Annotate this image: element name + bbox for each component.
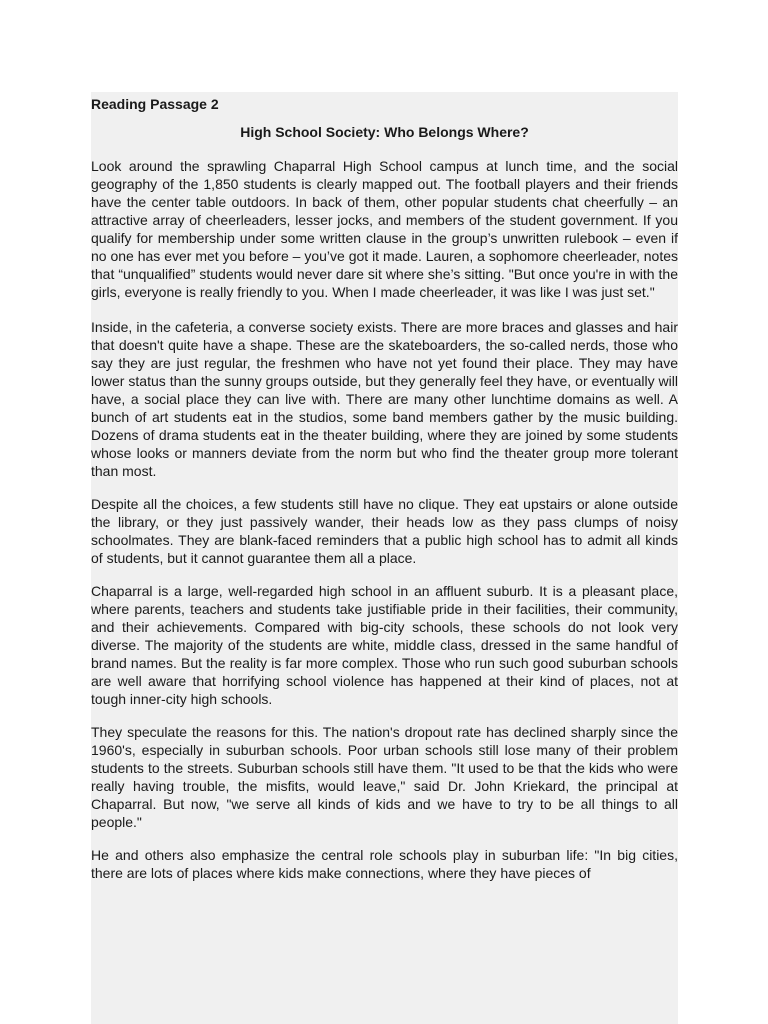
paragraph-5: They speculate the reasons for this. The nation's dropout rate has declined sharply since the 1960's, especially in suburban schools. Poor urban schools still lose many of their problem students to the streets. Suburban schools still have them. "It used to be that the kids who were really having trouble, the misfits, would leave," said Dr. John Kriekard, the principal at Chaparral. But now, "we serve all kinds of kids and we have to try to be all things to all people." xyxy=(91,724,678,830)
document-page xyxy=(91,92,678,1024)
paragraph-2: Inside, in the cafeteria, a converse society exists. There are more braces and glasses and hair that doesn't quite have a shape. These are the skateboarders, the so-called nerds, those who say they are just regular, the freshmen who have not yet found their place. They may have lower status than the sunny groups outside, but they generally feel they have, or eventually will have, a social place they can live with. There are many other lunchtime domains as well. A bunch of art students eat in the studios, some band members gather by the music building. Dozens of drama students eat in the theater building, where they are joined by some students whose looks or manners deviate from the norm but who find the theater group more tolerant than most. xyxy=(91,319,678,479)
paragraph-3: Despite all the choices, a few students still have no clique. They eat upstairs or alone outside the library, or they just passively wander, their heads low as they pass clumps of noisy schoolmates. They are blank-faced reminders that a public high school has to admit all kinds of students, but it cannot guarantee them all a place. xyxy=(91,496,678,566)
paragraph-1: Look around the sprawling Chaparral High School campus at lunch time, and the social geography of the 1,850 students is clearly mapped out. The football players and their friends have the center table outdoors. In back of them, other popular students chat cheerfully – an attractive array of cheerleaders, lesser jocks, and members of the student government. If you qualify for membership under some written clause in the group’s unwritten rulebook – even if no one has ever met you before – you’ve got it made. Lauren, a sophomore cheerleader, notes that “unqualified” students would never dare sit where she’s sitting. "But once you're in with the girls, everyone is really friendly to you. When I made cheerleader, it was like I was just set." xyxy=(91,158,678,300)
paragraph-6: He and others also emphasize the central role schools play in suburban life: "In big cities, there are lots of places where kids make connections, where they have pieces of xyxy=(91,847,678,881)
passage-heading: Reading Passage 2 xyxy=(91,96,219,112)
passage-title: High School Society: Who Belongs Where? xyxy=(240,124,529,140)
paragraph-4: Chaparral is a large, well-regarded high school in an affluent suburb. It is a pleasant place, where parents, teachers and students take justifiable pride in their facilities, their community, and their achievements. Compared with big-city schools, these schools do not look very diverse. The majority of the students are white, middle class, dressed in the same handful of brand names. But the reality is far more complex. Those who run such good suburban schools are well aware that horrifying school violence has happened at their kind of places, not at tough inner-city high schools. xyxy=(91,583,678,707)
